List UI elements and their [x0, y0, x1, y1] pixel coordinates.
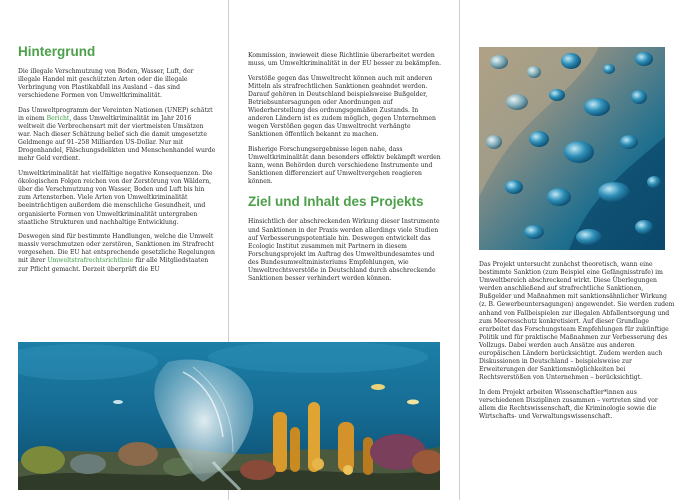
- link-umweltstrafrechtsrichtlinie[interactable]: Umweltstrafrechtsrichtlinie: [47, 257, 134, 265]
- heading-ziel-und-inhalt: Ziel und Inhalt des Projekts: [248, 194, 424, 210]
- link-bericht[interactable]: Bericht: [46, 114, 70, 122]
- paragraph: Die illegale Verschmutzung von Boden, Wasser, Luft, der illegale Handel mit geschützten Arten oder die illegale Verbringung von Plastikabfall ins Ausland – das sind verschiedene Formen von Umweltkriminalität.: [18, 68, 194, 100]
- paragraph: Hinsichtlich der abschreckenden Wirkung dieser Instrumente und Sanktionen in der Praxis werden allerdings viele Studien auf Verbesserungspotentiale hin. Deswegen entwickelt das Ecologic Institut zusammen mit Partnern in diesem Forschungsprojekt im Auftrag des Umweltbundesamtes und des Bundesumweltministeriums Empfehlungen, wie Umweltrechtsverstöße in Deutschland durch abschreckende Sanktionen besser verhindert werden können.: [248, 218, 440, 283]
- paragraph: Das Umweltprogramm der Vereinten Nationen (UNEP) schätzt in einem Bericht, dass Umweltkriminalität im Jahr 2016 weltweit die Verbrechensart mit der viertmeisten Umsätzen war. Nach dieser Schätzung belief sich die damit umgesetzte Geldmenge auf 91–258 Milliarden US-Dollar. Nur mit Drogenhandel, Fälschungsdelikten und Menschenhandel wurde mehr Geld verdient.: [18, 106, 216, 163]
- photo-coral-reef: [18, 342, 440, 490]
- column-divider-right: [459, 0, 460, 500]
- coral-reef-image: [18, 342, 440, 490]
- paragraph: Bisherige Forschungsergebnisse legen nahe, dass Umweltkriminalität dann besonders effektiv bekämpft werden kann, wenn Behörden durch verschiedene Instrumente und Sanktionen differenziert auf Umweltvergehen reagieren können.: [248, 145, 441, 186]
- paragraph: Das Projekt untersucht zunächst theoretisch, wann eine bestimmte Sanktion (zum Beispiel eine Gefängnisstrafe) im Umweltbereich abschreckend wirkt. Diese Überlegungen werden anschließend auf strafrechtliche Sanktionen, Bußgelder und Maßnahmen mit sanktionsähnlicher Wirkung (z. B. Gewerbeuntersagungen) angewendet. Sie werden zudem anhand von Fallbeispielen zur illegalen Abfallentsorgung und zum Meeresschutz konkretisiert. Auf dieser Grundlage erarbeitet das Forschungsteam Empfehlungen für zukünftige Politik und für praktische Maßnahmen zur Verbesserung des Vollzugs. Dabei werden auch Ansätze aus anderen europäischen Ländern berücksichtigt. Zudem werden auch Diskussionen in Deutschland – beispielsweise zur Erweiterungen der Sanktionsmöglichkeiten bei Rechtsverstößen von Unternehmen – berücksichtigt.: [479, 261, 675, 382]
- paragraph: Verstöße gegen das Umweltrecht können auch mit anderen Mitteln als strafrechtlichen Sanktionen geahndet werden. Darauf gehören in Deutschland beispielsweise Bußgelder, Betriebsuntersagungen oder Anordnungen auf Wiederherstellung des ordnungsgemäßen Zustands. In anderen Ländern ist es zudem möglich, gegen Unternehmen wegen Verstößen gegen das Umweltrecht verhängte Sanktionen öffentlich bekannt zu machen.: [248, 74, 436, 139]
- right-column: [479, 261, 675, 428]
- photo-water-droplets: [479, 47, 665, 250]
- middle-column: [248, 52, 444, 290]
- paragraph: Kommission, inwieweit diese Richtlinie überarbeitet werden muss, um Umweltkriminalität in der EU besser zu bekämpfen.: [248, 52, 442, 68]
- paragraph: In dem Projekt arbeiten Wissenschaftler*innen aus verschiedenen Disziplinen zusammen – vertreten sind vor allem die Rechtswissenschaft, die Kriminologie sowie die Wirtschafts- und Verwaltungswissenschaft.: [479, 388, 658, 421]
- left-column: [18, 44, 216, 280]
- paragraph: Deswegen sind für bestimmte Handlungen, welche die Umwelt massiv verschmutzen oder zerstören, Sanktionen im Strafrecht vorgesehen. Die EU hat entsprechende gesetzliche Regelungen mit ihrer Umweltstrafrechtsrichtlinie für alle Mitgliedstaaten zur Pflicht gemacht. Derzeit überprüft die EU: [18, 233, 215, 273]
- heading-hintergrund: Hintergrund: [18, 44, 96, 59]
- droplets-image: [479, 47, 665, 250]
- paragraph: Umweltkriminalität hat vielfältige negative Konsequenzen. Die ökologischen Folgen reichen von der Zerstörung von Wäldern, über die Verschmutzung von Wasser, Boden und Luft bis hin zum Artensterben. Viele Arten von Umweltkriminalität beeinträchtigen außerdem die menschliche Gesundheit, und organisierte Formen von Umweltkriminalität untergraben staatliche Strukturen und nachhaltige Entwicklung.: [18, 170, 213, 226]
